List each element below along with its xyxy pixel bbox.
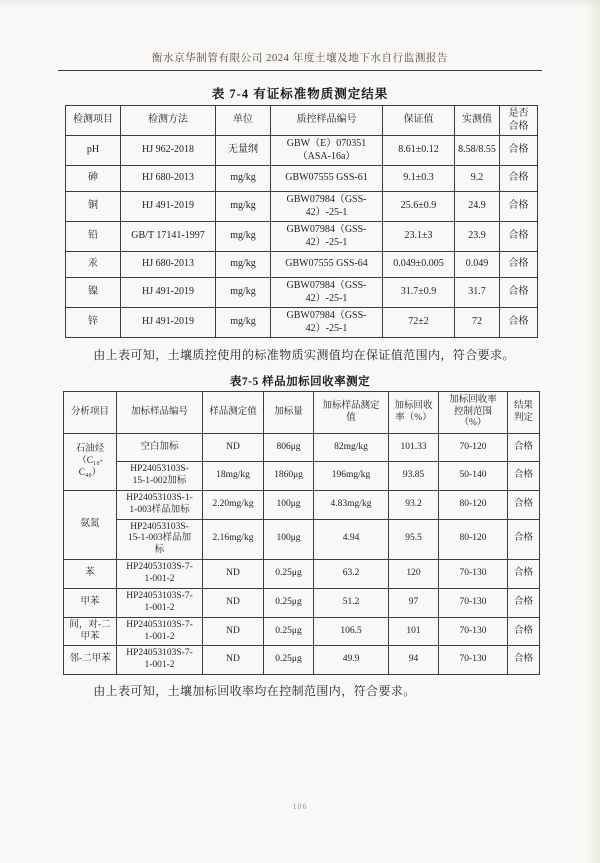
table-row: [64, 588, 540, 617]
table-cell: 120: [389, 560, 439, 589]
table-cell: 合格: [500, 136, 538, 166]
table-cell: 2.16mg/kg: [203, 519, 264, 560]
table-row: [66, 222, 538, 252]
table-cell: ND: [203, 588, 264, 617]
table-cell: HP24053103S-7- 1-001-2: [117, 588, 203, 617]
scan-edge-artifact-top: [0, 0, 600, 8]
table-cell: 8.61±0.12: [383, 136, 455, 166]
parameter-cell: 苯: [64, 560, 117, 589]
table-cell: HJ 962-2018: [121, 136, 216, 166]
table-cell: GBW07555 GSS-61: [271, 166, 383, 192]
column-header: 检测项目: [66, 106, 121, 136]
table-cell: GBW07984（GSS- 42）-25-1: [271, 222, 383, 252]
table-cell: 合格: [500, 308, 538, 338]
parameter-cell: 铅: [66, 222, 121, 252]
table-row: [66, 278, 538, 308]
parameter-cell: pH: [66, 136, 121, 166]
parameter-cell: 氨氮: [64, 490, 117, 559]
table-row: [66, 252, 538, 278]
table-cell: 95.5: [389, 519, 439, 560]
table-cell: 70-130: [439, 560, 508, 589]
table-cell: 70-130: [439, 588, 508, 617]
table-cell: 80-120: [439, 490, 508, 519]
table-cell: 24.9: [455, 192, 500, 222]
table-cell: HJ 680-2013: [121, 252, 216, 278]
table-cell: 合格: [500, 192, 538, 222]
table-cell: mg/kg: [216, 252, 271, 278]
table-7-5-conclusion: 由上表可知，土壤加标回收率均在控制范围内，符合要求。: [93, 684, 416, 698]
table-7-5-title: 表7-5 样品加标回收率测定: [229, 376, 371, 388]
spike-recovery-table: [63, 391, 540, 675]
table-cell: HJ 491-2019: [121, 192, 216, 222]
table-cell: ND: [203, 434, 264, 462]
table-7-5-head: [64, 392, 540, 434]
table-cell: 0.25μg: [264, 588, 314, 617]
table-cell: 72±2: [383, 308, 455, 338]
table-row: [64, 519, 540, 560]
table-row: [64, 462, 540, 491]
table-row: [64, 490, 540, 519]
table-7-4-body: [66, 136, 538, 338]
column-header: 加标回收率 控制范围 （%）: [439, 392, 508, 434]
table-cell: GBW07555 GSS-64: [271, 252, 383, 278]
table-cell: 合格: [500, 222, 538, 252]
column-header: 单位: [216, 106, 271, 136]
table-cell: GB/T 17141-1997: [121, 222, 216, 252]
table-cell: 合格: [508, 434, 540, 462]
table-cell: 4.83mg/kg: [314, 490, 389, 519]
table-cell: 9.1±0.3: [383, 166, 455, 192]
table-cell: 合格: [508, 588, 540, 617]
table-cell: 106.5: [314, 617, 389, 646]
table-cell: mg/kg: [216, 222, 271, 252]
table-cell: 100μg: [264, 519, 314, 560]
table-cell: 806μg: [264, 434, 314, 462]
table-cell: HP24053103S-7- 1-001-2: [117, 617, 203, 646]
column-header: 加标回收 率（%）: [389, 392, 439, 434]
table-cell: 合格: [500, 278, 538, 308]
table-cell: HP24053103S-1- 1-003样品加标: [117, 490, 203, 519]
parameter-cell: 甲苯: [64, 588, 117, 617]
table-cell: 25.6±0.9: [383, 192, 455, 222]
table-cell: 0.25μg: [264, 617, 314, 646]
table-cell: 2.20mg/kg: [203, 490, 264, 519]
table-cell: 100μg: [264, 490, 314, 519]
table-row: [64, 617, 540, 646]
table-cell: GBW（E）070351 （ASA-16a）: [271, 136, 383, 166]
column-header: 样品测定值: [203, 392, 264, 434]
table-cell: GBW07984（GSS- 42）-25-1: [271, 278, 383, 308]
table-cell: 49.9: [314, 646, 389, 675]
table-row: [66, 106, 538, 136]
table-cell: 63.2: [314, 560, 389, 589]
table-cell: 0.25μg: [264, 646, 314, 675]
column-header: 结果 判定: [508, 392, 540, 434]
column-header: 是否 合格: [500, 106, 538, 136]
column-header: 质控样品编号: [271, 106, 383, 136]
table-cell: 23.9: [455, 222, 500, 252]
table-cell: mg/kg: [216, 192, 271, 222]
table-7-4-head: [66, 106, 538, 136]
table-7-5-body: [64, 434, 540, 675]
table-cell: 合格: [508, 490, 540, 519]
table-cell: 94: [389, 646, 439, 675]
table-7-4-title: 表 7-4 有证标准物质测定结果: [211, 87, 389, 101]
table-cell: 9.2: [455, 166, 500, 192]
table-row: [64, 560, 540, 589]
parameter-cell: 砷: [66, 166, 121, 192]
column-header: 保证值: [383, 106, 455, 136]
parameter-cell: 镍: [66, 278, 121, 308]
parameter-cell: 锌: [66, 308, 121, 338]
column-header: 检测方法: [121, 106, 216, 136]
table-cell: ND: [203, 617, 264, 646]
table-cell: 18mg/kg: [203, 462, 264, 491]
table-cell: 72: [455, 308, 500, 338]
table-cell: HP24053103S- 15-1-002加标: [117, 462, 203, 491]
table-row: [66, 166, 538, 192]
table-cell: 196mg/kg: [314, 462, 389, 491]
table-cell: 合格: [508, 560, 540, 589]
table-cell: 4.94: [314, 519, 389, 560]
parameter-cell: 石油烃 （C₁₀- C₄₀）: [64, 434, 117, 491]
table-cell: 空白加标: [117, 434, 203, 462]
table-cell: mg/kg: [216, 166, 271, 192]
page-number: 106: [292, 802, 308, 811]
table-cell: 合格: [500, 252, 538, 278]
table-cell: 51.2: [314, 588, 389, 617]
table-cell: GBW07984（GSS- 42）-25-1: [271, 192, 383, 222]
table-cell: 70-120: [439, 434, 508, 462]
table-row: [66, 192, 538, 222]
column-header: 分析项目: [64, 392, 117, 434]
table-cell: 31.7: [455, 278, 500, 308]
table-7-4-conclusion: 由上表可知，土壤质控使用的标准物质实测值均在保证值范围内，符合要求。: [93, 348, 515, 362]
column-header: 加标样品编号: [117, 392, 203, 434]
table-cell: 23.1±3: [383, 222, 455, 252]
table-cell: HP24053103S- 15-1-003样品加 标: [117, 519, 203, 560]
column-header: 加标样品测定 值: [314, 392, 389, 434]
table-row: [64, 434, 540, 462]
table-cell: 101.33: [389, 434, 439, 462]
table-cell: 0.049: [455, 252, 500, 278]
table-cell: 50-140: [439, 462, 508, 491]
table-cell: 93.85: [389, 462, 439, 491]
parameter-cell: 间，对-二 甲苯: [64, 617, 117, 646]
parameter-cell: 汞: [66, 252, 121, 278]
table-cell: HJ 491-2019: [121, 278, 216, 308]
table-cell: HP24053103S-7- 1-001-2: [117, 646, 203, 675]
table-cell: 合格: [508, 646, 540, 675]
table-cell: 80-120: [439, 519, 508, 560]
table-cell: 0.25μg: [264, 560, 314, 589]
table-cell: 70-130: [439, 646, 508, 675]
table-cell: 31.7±0.9: [383, 278, 455, 308]
table-cell: mg/kg: [216, 278, 271, 308]
table-cell: 101: [389, 617, 439, 646]
column-header: 加标量: [264, 392, 314, 434]
table-cell: 8.58/8.55: [455, 136, 500, 166]
table-cell: ND: [203, 560, 264, 589]
report-header: 衡水京华制管有限公司 2024 年度土壤及地下水自行监测报告: [58, 50, 542, 71]
parameter-cell: 铜: [66, 192, 121, 222]
table-cell: GBW07984（GSS- 42）-25-1: [271, 308, 383, 338]
table-cell: ND: [203, 646, 264, 675]
table-cell: HP24053103S-7- 1-001-2: [117, 560, 203, 589]
table-row: [64, 392, 540, 434]
table-cell: mg/kg: [216, 308, 271, 338]
table-cell: 82mg/kg: [314, 434, 389, 462]
table-cell: HJ 680-2013: [121, 166, 216, 192]
table-cell: 无量纲: [216, 136, 271, 166]
table-cell: 合格: [500, 166, 538, 192]
table-cell: 0.049±0.005: [383, 252, 455, 278]
parameter-cell: 邻-二甲苯: [64, 646, 117, 675]
table-cell: 合格: [508, 617, 540, 646]
table-cell: 93.2: [389, 490, 439, 519]
table-row: [66, 308, 538, 338]
table-cell: 合格: [508, 462, 540, 491]
column-header: 实测值: [455, 106, 500, 136]
scan-edge-artifact-right: [586, 0, 600, 863]
table-cell: 70-130: [439, 617, 508, 646]
table-row: [64, 646, 540, 675]
table-cell: 1860μg: [264, 462, 314, 491]
table-cell: 97: [389, 588, 439, 617]
table-row: [66, 136, 538, 166]
certified-reference-materials-table: [65, 105, 538, 338]
table-cell: HJ 491-2019: [121, 308, 216, 338]
table-cell: 合格: [508, 519, 540, 560]
